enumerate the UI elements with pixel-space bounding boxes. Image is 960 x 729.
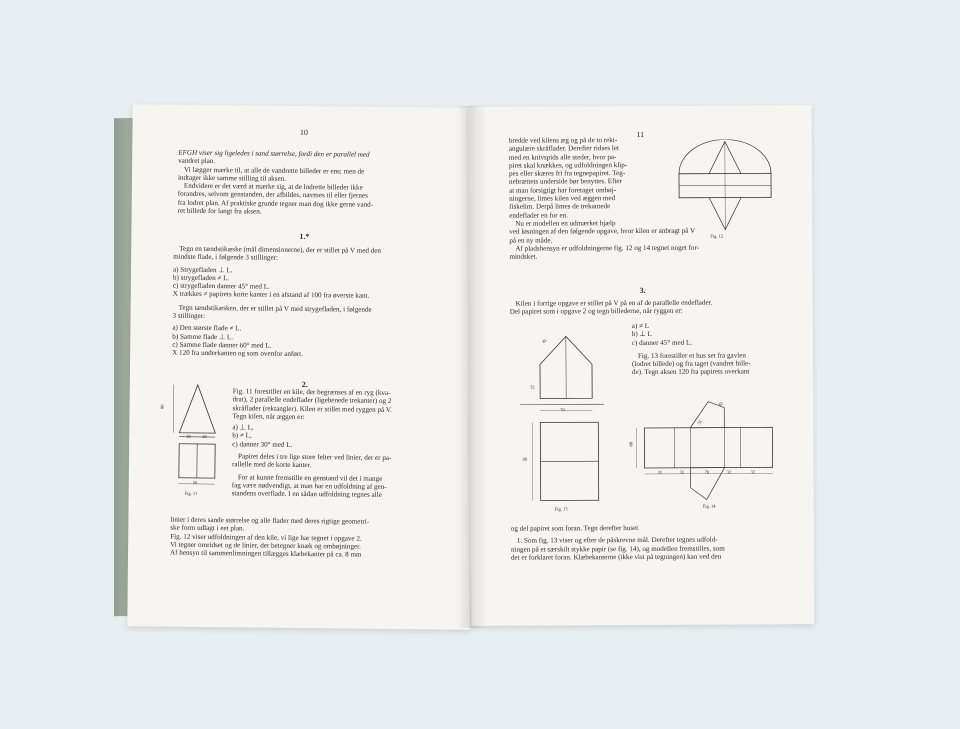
text-line: vandret plan. <box>178 156 216 166</box>
text-line: fiskelim. Derpå limes de trekantede <box>509 202 611 212</box>
text-line: Nu er modellen en udmærket hjælp <box>515 219 616 228</box>
fig11-dim-height: 80 <box>159 404 165 410</box>
text-line: Tegn kilen, når æggen er: <box>232 412 305 421</box>
text-line: c) danner 30° med L. <box>232 440 293 449</box>
section3-list <box>632 321 802 377</box>
text-line: Kilen i forrige opgave er stillet på V på en af de parallelle endeflader. <box>515 298 713 308</box>
text-line: (lodret billede) og fra taget (vandret bille- <box>631 359 751 369</box>
text-line: forandres, selvom genstanden, der afbildes, nærmes til eller fjernes <box>177 190 368 201</box>
text-line: angulære skråflader. Derefter ridses let <box>508 144 619 153</box>
text-line: skråflader (rektangler). Kilen er stillet med ryggen på V. <box>232 403 392 414</box>
column-text <box>509 136 665 220</box>
section-intro-text <box>509 218 801 261</box>
fig11-dim-top: 26 <box>186 433 191 439</box>
text-line: Fig. 11 forestiller en kile, der begrænses af en ryg (kva- <box>232 387 391 397</box>
text-line: det er forklaret foran. Klæbekanterne (ikke vist på tegningen) kan ved den <box>510 552 722 562</box>
text-line: endeflader en for en. <box>509 211 568 220</box>
text-line: på en ny måde. <box>509 236 553 245</box>
text-line: fag være nødvendigt, at man har en udfoldning af gen- <box>231 481 387 491</box>
fig13-caption: Fig. 13 <box>554 506 568 512</box>
text-line: Endvidere er det værd at mærke sig, at de lodrette billeder ikke <box>183 181 363 192</box>
fig14-dim-5: 32 <box>750 469 756 475</box>
text-line: b) Samme flade ⊥ L. <box>172 332 234 341</box>
text-line: Fig. 13 forestiller et hus set fra gavlen <box>637 351 746 360</box>
section-heading: 1.* <box>299 231 310 242</box>
fig14-dim-b: 32 <box>696 419 703 426</box>
fig14-dim-3: 70 <box>704 469 710 475</box>
fig14-drawing <box>628 387 779 508</box>
text-line: ved løsningen af den følgende opgave, hvor kilen er anbragt på V <box>509 227 696 236</box>
text-line: X 120 fra underkanten og som ovenfor anført. <box>172 348 303 359</box>
text-line: b) ⊥ L <box>631 330 652 339</box>
text-line: Fig. 12 viser udfoldningen af den kile, vi lige har tegnet i opgave 2. <box>170 532 362 543</box>
text-line: mindste flade, i følgende 3 stillinger: <box>173 252 278 263</box>
text-line: ningerne, limes kilen ved æggen med <box>509 194 616 203</box>
text-line: c) danner 45° med L. <box>631 338 693 347</box>
fig14-dim-height: 80 <box>628 442 634 447</box>
section-heading: 2. <box>301 380 308 390</box>
text-line: Vi tegner omridset og de linier, der betegner knæk og ombøjninger. <box>170 540 361 551</box>
text-line: Af hensyn til sammenlimningen tillægges klæbekanter på ca. 8 mm <box>170 548 362 559</box>
text-line: b) strygefladen ≠ L. <box>172 273 230 283</box>
section2-side-text <box>232 387 441 500</box>
text-line: c) strygefladen danner 45° med L. <box>172 281 270 291</box>
text-line: Tegn en tændstikæske (mål dimensionerne), der er stillet på V med den <box>179 244 382 255</box>
fig13-drawing <box>514 332 605 508</box>
text-line: indtager ikke samme stilling til aksen. <box>177 173 286 183</box>
text-line: at man forsigtigt har foretaget ombøj- <box>509 185 617 195</box>
text-line: mindsket. <box>509 252 538 261</box>
fig11-dim-top2: 26 <box>202 433 207 440</box>
text-line: rallelle med de korte kanter. <box>231 460 312 470</box>
text-line: Vi lægger mærke til, at alle de vandrette billeder er ens; men de <box>184 165 365 176</box>
fig14-caption: Fig. 14 <box>702 503 716 509</box>
fig13-dim-gable: 32 <box>530 384 535 390</box>
fig14-dim-4: 32 <box>726 469 732 475</box>
fig11-dim-bottom: 56 <box>192 479 198 485</box>
text-line: med en knivspids alle steder, hvor pa- <box>508 152 617 162</box>
text-line: pes eller skæres fri fra tegnepapiret. Teg- <box>508 169 626 178</box>
text-line: For at kunne fremstille en genstand vil det i mange <box>237 473 383 483</box>
fig14-dim-2: 32 <box>679 469 685 475</box>
text-line: a) Strygefladen ⊥ L. <box>172 265 233 274</box>
fig14-dim-1: 32 <box>657 469 663 475</box>
text-line: Papiret deles i tre lige store felter ved linier, der er pa- <box>238 452 392 463</box>
text-line: Af pladshensyn er udfoldningerne fig. 12 og 14 tegnet noget for- <box>515 243 700 253</box>
text-line: drat), 2 parallelle endeflader (ligebenede trekanter) og 2 <box>232 395 392 406</box>
fig13-dim-width: 70 <box>560 407 565 413</box>
section2-full-text <box>170 516 440 560</box>
text-line: og del papiret som foran. Tegn derefter huset <box>510 524 639 533</box>
book-gutter <box>456 106 486 628</box>
fig13-dim-roof: 42 <box>540 337 548 345</box>
right-page <box>469 105 815 626</box>
text-line: linier i deres sande størrelse og alle flader med deres rigtige geometri- <box>170 515 370 526</box>
text-line: nebrættets underside bør benyttes. Efter <box>509 177 622 187</box>
section1-text <box>172 245 441 360</box>
text-line: X trækkes ≠ papirets korte kanter i en afstand af 100 fra øverste kant. <box>172 290 370 301</box>
text-line: piret skal knækkes, og udfoldningen klip- <box>508 160 628 170</box>
fig11-caption: Fig. 11 <box>184 490 198 496</box>
text-line: a) ⊥ L, <box>232 423 254 432</box>
text-line: b) ≠ L, <box>232 431 252 440</box>
text-line: ske form udlagt i eet plan. <box>170 523 245 533</box>
bottom-text <box>511 523 807 562</box>
text-line: 1. Som fig. 13 viser og efter de påskrevne mål. Derefter tegnes udfold- <box>516 535 718 545</box>
text-line: a) Den største flade ≠ L. <box>172 324 242 333</box>
text-line: standens overflade. I en sådan udfoldning tegnes alle <box>231 489 382 500</box>
text-line: bredde ved kilens æg og på de to rekt- <box>508 136 618 145</box>
text-line: ret billede for langt fra aksen. <box>177 206 262 216</box>
intro-text <box>178 149 441 218</box>
left-page <box>127 104 475 630</box>
text-line: Del papiret som i opgave 2 og tegn billederne, når ryggen er: <box>509 307 683 316</box>
text-line: 3 stillinger: <box>172 311 206 321</box>
page-number: 11 <box>636 129 645 140</box>
text-line: de). Tegn aksen 120 fra papirets overkant <box>632 367 750 377</box>
text-line: EFGH viser sig ligeledes i sand størrelse, fordi den er parallel med <box>178 148 370 159</box>
fig12-caption: Fig. 12 <box>710 233 724 239</box>
section3-text <box>510 298 804 316</box>
text-line: c) Samme flade danner 60° med L. <box>172 340 272 350</box>
text-line: ningen på et særskilt stykke papir (se fig. 14), og modellen fremstilles, som <box>510 544 725 554</box>
text-line: a) ≠ L <box>631 321 650 331</box>
fig13-dim-height: 80 <box>522 456 528 462</box>
text-line: Tegn tændstikæsken, der er stillet på V med strygefladen, i følgende <box>178 303 372 314</box>
fig14-dim-a: 42 <box>717 400 724 408</box>
page-number: 10 <box>299 127 309 138</box>
section-heading: 3. <box>639 285 646 296</box>
text-line: fra lodret plan. Af praktiske grunde tegner man dog ikke gerne vand- <box>177 198 374 209</box>
